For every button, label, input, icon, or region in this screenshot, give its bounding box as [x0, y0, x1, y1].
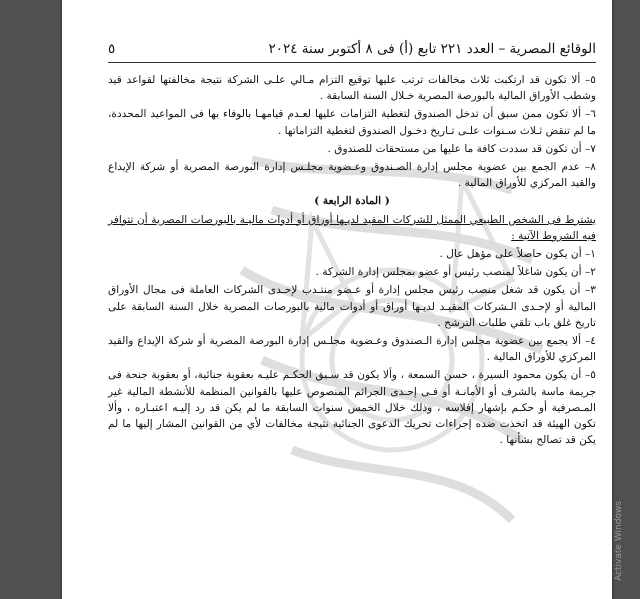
viewer-background-left — [0, 0, 62, 599]
clause-8: ٨– عدم الجمع بين عضوية مجلس إدارة الصـندوق وعـضوية مجلـس إدارة البورصة المصرية أو شركة الإيداع والقيد المركزي للأوراق المالية . — [108, 161, 596, 190]
condition-5: ٥– أن يكون محمود السيرة ، حسن السمعة ، وألا يكون قد سـبق الحكـم عليـه بعقوبة جنائية، أو بعقوبة جنحة فى جريمة ماسة بالشرف أو الأمانـة أو فـى إحـدى الجرائم المنصوص عليها بالقوانين المنظمة للأنشطة المالية غير المـصرفية أو حكـم بإشهار إفلاسه ، وذلك خلال الخمس سنوات السابقة ما لم يكن قد رد إليـه اعتبـاره ، وألا تكون الهيئة قد اتخذت ضده إجراءات تحريك الدعوى الجنائية نتيجة مخالفات لأي من القوانين المشار إليها ما لم يكن قد تصالح بشأنها . — [108, 369, 596, 447]
clause-6: ٦– ألا تكون ممن سبق أن تدخل الصندوق لتغطية التزامات عليها لعـدم قيامهـا بالوفاء بها فى المواعيد المحددة، ما لم تنقض ثـلاث سـنوات علـى تـاريخ دخـول الصندوق لتغطية التزاماتها . — [108, 108, 596, 137]
activate-windows-notice: Activate Windows — [614, 501, 624, 581]
condition-4: ٤– ألا يجمع بين عضوية مجلس إدارة الـصندوق وعـضوية مجلـس إدارة البورصة المصرية أو شركة الإيداع والقيد المركزي للأوراق المالية . — [108, 335, 596, 364]
header-title: الوقائع المصرية – العدد ٢٢١ تابع (أ) فى ٨ أكتوبر سنة ٢٠٢٤ — [268, 41, 596, 57]
header-rule — [108, 62, 596, 63]
clause-7: ٧– أن تكون قد سددت كافة ما عليها من مستحقات للصندوق . — [327, 142, 596, 155]
article-heading: ( المادة الرابعة ) — [314, 195, 390, 208]
document-page — [62, 0, 612, 599]
condition-3: ٣– أن يكون قد شغل منصب رئيس مجلس إدارة أو عـضو منتـدب لإحـدى الشركات العاملة فى مجال الأوراق المالية أو لإحـدى الـشركات المقيـد لديـها أوراق أو أدوات مالية بالبورصات المصرية خلال السنة السابقة على تاريخ غلق باب تلقي طلبات الترشح . — [108, 284, 596, 329]
clause-5: ٥– ألا تكون قد ارتكبت ثلاث مخالفات ترتب عليها توقيع التزام مـالي علـى الشركة نتيجة مخالفتها لقواعد قيد وشطب الأوراق المالية بالبورصة المصرية خـلال السنة السابقة . — [108, 74, 596, 103]
condition-2: ٢– أن يكون شاغلاً لمنصب رئيس أو عضو بمجلس إدارة الشركة . — [315, 266, 596, 279]
document-body — [108, 72, 596, 450]
page-number: ٥ — [108, 41, 116, 57]
condition-1: ١– أن يكون حاصلاً على مؤهل عال . — [439, 248, 596, 261]
article-intro: يشترط فى الشخص الطبيعي الممثل للشركات المقيد لديـها أوراق أو أدوات ماليـة بالبورصات المصرية أن تتوافر فيه الشروط الآتية : — [108, 213, 596, 242]
